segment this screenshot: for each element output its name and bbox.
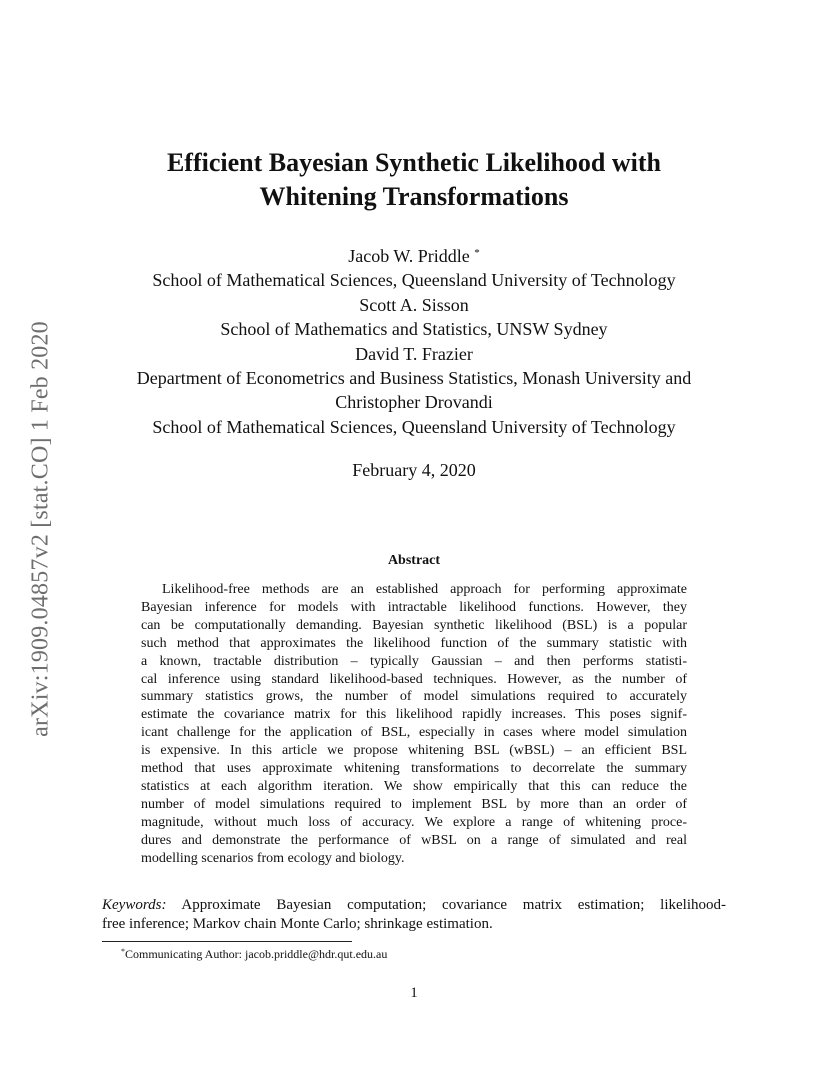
abstract-line: number of model simulations required to implement BSL by more than an order of	[141, 796, 687, 812]
abstract-line: method that uses approximate whitening transformations to decorrelate the summary	[141, 761, 687, 777]
author-affiliation: Department of Econometrics and Business Statistics, Monash University and	[136, 368, 692, 389]
footnote	[121, 947, 387, 962]
keywords-line: free inference; Markov chain Monte Carlo; shrinkage estimation.	[102, 916, 493, 933]
page-number: 1	[410, 985, 418, 1001]
abstract-line: can be computationally demanding. Bayesian synthetic likelihood (BSL) is a popular	[141, 617, 687, 633]
footnote-divider	[102, 941, 352, 942]
abstract-line: is expensive. In this article we propose whitening BSL (wBSL) – an efficient BSL	[141, 743, 687, 759]
abstract-line: a known, tractable distribution – typically Gaussian – and then performs statisti-	[141, 653, 687, 669]
footnote-marker: *	[121, 947, 125, 956]
author-name: David T. Frazier	[355, 343, 473, 364]
author-affiliation: School of Mathematics and Statistics, UNSW Sydney	[220, 319, 608, 340]
abstract-line: such method that approximates the likelihood function of the summary statistic with	[141, 635, 687, 651]
footnote-marker: *	[474, 247, 480, 259]
author-name: Scott A. Sisson	[359, 294, 469, 315]
keywords-text: Approximate Bayesian computation; covariance matrix estimation; likelihood-	[181, 897, 726, 913]
title-line: Whitening Transformations	[259, 182, 569, 211]
footnote-text: Communicating Author: jacob.priddle@hdr.qut.edu.au	[125, 947, 388, 961]
abstract-heading: Abstract	[387, 553, 441, 568]
abstract-line: modelling scenarios from ecology and biology.	[141, 850, 405, 866]
paper-title	[60, 146, 768, 214]
abstract-line: estimate the covariance matrix for this likelihood rapidly increases. This poses signif-	[141, 707, 687, 723]
abstract-line: summary statistics grows, the number of model simulations required to accurately	[141, 689, 687, 705]
title-line: Efficient Bayesian Synthetic Likelihood with	[166, 148, 662, 177]
abstract-line: Bayesian inference for models with intractable likelihood functions. However, they	[141, 599, 687, 615]
abstract-line: cal inference using standard likelihood-based techniques. However, as the number of	[141, 671, 687, 687]
abstract-line: magnitude, without much loss of accuracy. We explore a range of whitening proce-	[141, 814, 687, 830]
arxiv-identifier-text: arXiv:1909.04857v2 [stat.CO] 1 Feb 2020	[27, 321, 54, 737]
author-block	[80, 244, 748, 439]
abstract-line: statistics at each algorithm iteration. We show empirically that this can reduce the	[141, 778, 687, 794]
abstract-line: dures and demonstrate the performance of wBSL on a range of simulated and real	[141, 832, 687, 848]
arxiv-identifier-stamp	[16, 290, 66, 768]
abstract-line: icant challenge for the application of BSL, especially in cases where model simulation	[141, 725, 687, 741]
author-affiliation: School of Mathematical Sciences, Queensland University of Technology	[152, 270, 676, 291]
keywords-block	[102, 896, 726, 935]
publication-date: February 4, 2020	[352, 460, 476, 480]
keywords-label: Keywords:	[102, 897, 167, 913]
abstract-line: Likelihood-free methods are an established approach for performing approximate	[162, 582, 687, 597]
abstract-body	[141, 581, 687, 868]
keywords-line	[102, 896, 726, 915]
author-affiliation: School of Mathematical Sciences, Queensland University of Technology	[152, 416, 676, 437]
author-name: Jacob W. Priddle *	[348, 246, 480, 266]
author-name: Christopher Drovandi	[335, 392, 493, 413]
